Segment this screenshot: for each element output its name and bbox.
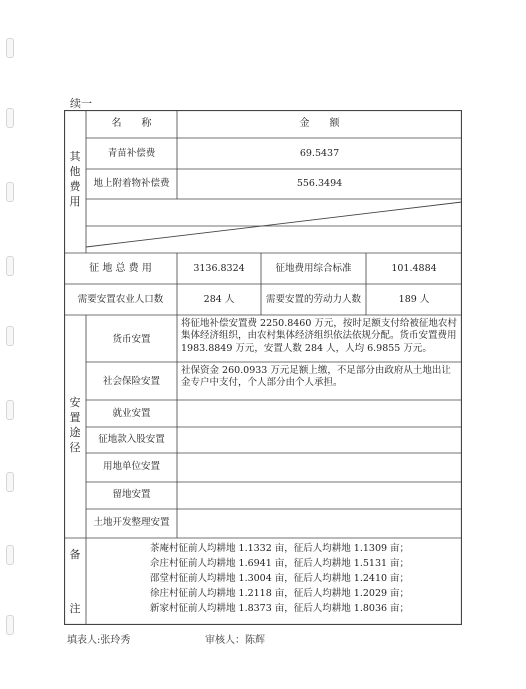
standard-label: 征地费用综合标准 (275, 263, 352, 274)
placement-group-label: 安置途径 (69, 396, 81, 454)
placement-name-employment: 就业安置 (112, 408, 151, 419)
labor-count-value: 189 人 (398, 294, 430, 305)
labor-count-label: 需要安置的劳动力人数 (265, 294, 361, 305)
remark-line: 佘庄村征前人均耕地 1.6941 亩，征后人均耕地 1.5131 亩； (150, 558, 410, 569)
remark-line: 徐庄村征前人均耕地 1.2118 亩，征后人均耕地 1.2029 亩； (150, 588, 410, 599)
remark-line: 茶庵村征前人均耕地 1.1332 亩，征后人均耕地 1.1309 亩； (150, 543, 410, 554)
preparer-signature: 填表人:张玲秀 (67, 635, 131, 646)
placement-name-employer: 用地单位安置 (102, 461, 160, 472)
binder-hole (6, 326, 14, 346)
remarks-label-bottom: 注 (69, 602, 81, 615)
placement-detail-monetary: 将征地补偿安置费 2250.8460 万元，按时足额支付给被征地农村集体经济组织，由农村集体经济组织依法依规分配。货币安置费用 1983.8849 万元，安置人数 284 人，人均 6.9855 万元。 (181, 318, 457, 354)
fee-amount-crops: 69.5437 (299, 148, 340, 159)
placement-name-monetary: 货币安置 (112, 334, 151, 345)
placement-name-land-development: 土地开发整理安置 (93, 517, 170, 528)
binder-hole (6, 108, 14, 128)
binder-hole (6, 400, 14, 420)
remark-line: 新家村征前人均耕地 1.8373 亩，征后人均耕地 1.8036 亩； (150, 603, 410, 614)
farm-population-label: 需要安置农业人口数 (77, 294, 164, 305)
total-cost-label: 征 地 总 费 用 (89, 263, 152, 274)
binder-hole (6, 38, 14, 58)
header-name: 名 称 (111, 118, 152, 129)
standard-value: 101.4884 (391, 263, 437, 274)
fee-name-crops: 青苗补偿费 (107, 148, 156, 159)
fee-amount-attachments: 556.3494 (296, 178, 343, 189)
fee-name-attachments: 地上附着物补偿费 (93, 178, 170, 189)
remark-line: 邵堂村征前人均耕地 1.3004 亩，征后人均耕地 1.2410 亩； (150, 573, 410, 584)
placement-name-social-insurance: 社会保险安置 (102, 376, 160, 387)
binder-hole (6, 182, 14, 202)
binder-hole (6, 545, 14, 565)
compensation-table (64, 110, 462, 625)
reviewer-signature: 审核人：陈辉 (205, 635, 265, 646)
header-amount: 金 额 (299, 118, 340, 129)
placement-name-reserved-land: 留地安置 (112, 489, 151, 500)
total-cost-value: 3136.8324 (193, 263, 245, 274)
binder-hole (6, 615, 14, 635)
remarks-label-top: 备 (69, 548, 81, 561)
placement-detail-social-insurance: 社保资金 260.0933 万元足额上缴，不足部分由政府从土地出让金专户中支付，个人部分由个人承担。 (181, 365, 451, 389)
farm-population-value: 284 人 (203, 294, 235, 305)
binder-hole (6, 472, 14, 492)
placement-name-equity: 征地款入股安置 (98, 434, 165, 445)
continued-label: 续一 (70, 97, 92, 110)
binder-hole (6, 256, 14, 276)
other-fees-group-label: 其他费用 (69, 150, 81, 208)
